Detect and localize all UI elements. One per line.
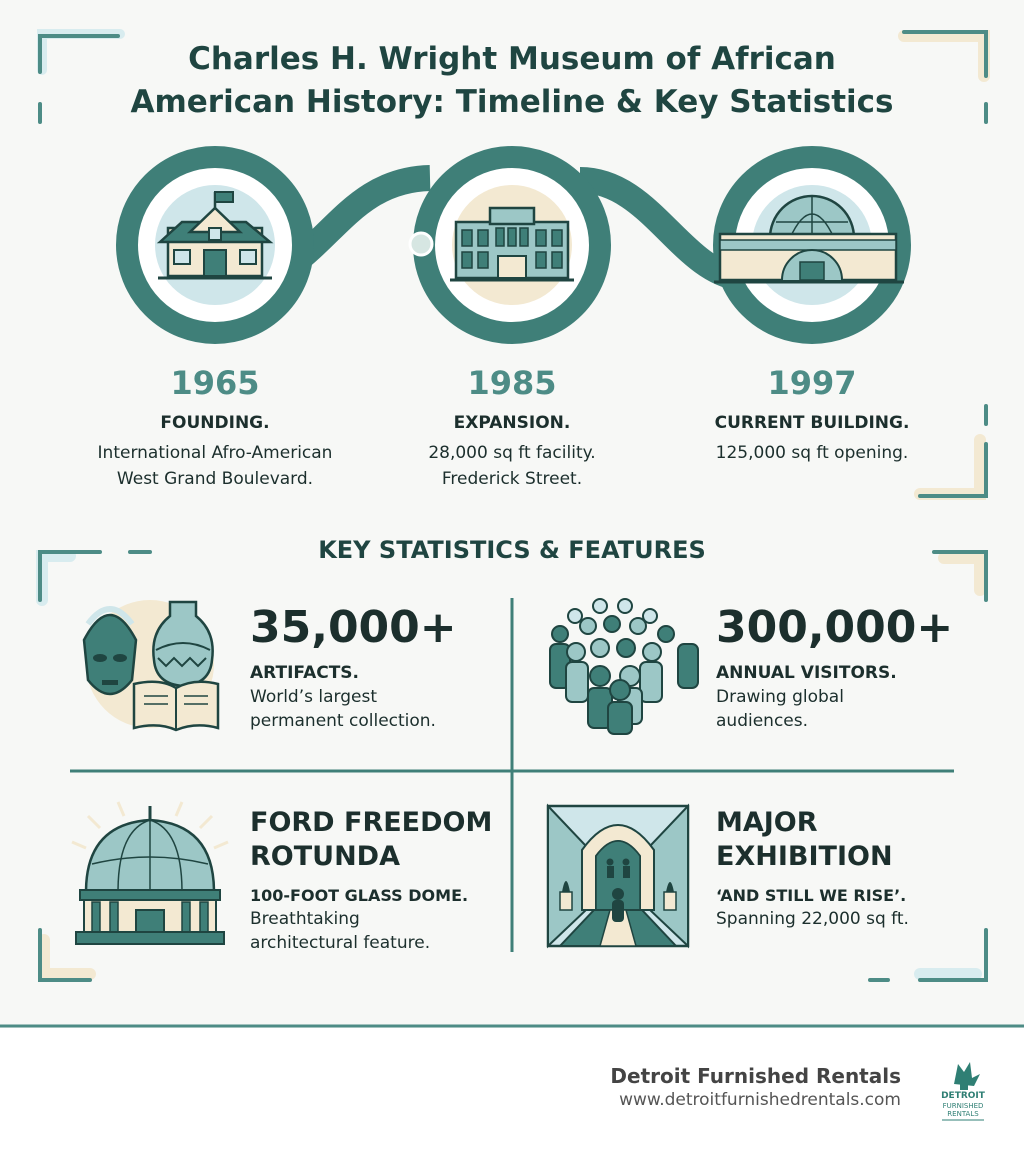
- timeline-text-1965-line-1: International Afro-American: [97, 443, 333, 463]
- timeline-text-1985-line-2: Frederick Street.: [441, 469, 583, 489]
- stat-artifacts: [250, 602, 500, 733]
- timeline-text-1985-line-1: 28,000 sq ft facility.: [428, 443, 596, 463]
- crowd-icon: [550, 599, 698, 734]
- schoolhouse-icon: [155, 185, 275, 305]
- glass-dome-icon: [72, 802, 228, 944]
- stat-artifacts-value: 35,000+: [250, 602, 457, 653]
- stat-exhibition-title-1: MAJOR: [716, 807, 818, 838]
- stat-artifacts-line-1: World’s largest: [250, 687, 377, 707]
- exhibition-gallery-icon: [548, 806, 688, 946]
- stat-visitors-line-1: Drawing global: [716, 687, 844, 707]
- logo-text-detroit: DETROIT: [941, 1091, 985, 1101]
- timeline-year-1965: 1965: [170, 364, 260, 402]
- timeline-text-1997: [652, 440, 972, 466]
- stat-artifacts-label: ARTIFACTS.: [250, 663, 359, 683]
- footer-company-name: Detroit Furnished Rentals: [610, 1064, 901, 1088]
- page-title-line-2: American History: Timeline & Key Statistics: [130, 84, 894, 120]
- timeline-text-1965-line-2: West Grand Boulevard.: [116, 469, 314, 489]
- stat-rotunda-title-1: FORD FREEDOM: [250, 807, 493, 838]
- stat-artifacts-line-2: permanent collection.: [250, 711, 436, 731]
- logo-text-rentals: RENTALS: [947, 1110, 979, 1118]
- timeline-text-1985: [352, 440, 672, 492]
- logo-text-furnished: FURNISHED: [942, 1102, 984, 1110]
- stat-exhibition-label: ‘AND STILL WE RISE’.: [716, 886, 907, 905]
- artifacts-icon: [84, 600, 218, 730]
- stat-rotunda-line-2: architectural feature.: [250, 933, 431, 953]
- stat-exhibition: [716, 806, 976, 931]
- timeline-ribbon: [0, 0, 1024, 360]
- stat-visitors: [716, 602, 986, 733]
- timeline-year-1985: 1985: [467, 364, 557, 402]
- timeline-label-1985: EXPANSION.: [453, 413, 571, 433]
- timeline-label-1997: CURRENT BUILDING.: [714, 413, 910, 433]
- timeline-text-1997-line-1: 125,000 sq ft opening.: [715, 443, 909, 463]
- stat-rotunda-label: 100-FOOT GLASS DOME.: [250, 886, 469, 905]
- stat-visitors-label: ANNUAL VISITORS.: [716, 663, 897, 683]
- stat-exhibition-line-1: Spanning 22,000 sq ft.: [716, 909, 909, 929]
- timeline-label-1965: FOUNDING.: [160, 413, 270, 433]
- stat-exhibition-title-2: EXHIBITION: [716, 841, 893, 872]
- footer-website-link[interactable]: www.detroitfurnishedrentals.com: [619, 1090, 901, 1110]
- stat-visitors-line-2: audiences.: [716, 711, 809, 731]
- page-title-line-1: Charles H. Wright Museum of African: [188, 41, 836, 77]
- stat-rotunda: [250, 806, 505, 955]
- stat-rotunda-title-2: ROTUNDA: [250, 841, 400, 872]
- section-title: KEY STATISTICS & FEATURES: [318, 536, 706, 564]
- stat-visitors-value: 300,000+: [716, 602, 954, 653]
- stat-rotunda-line-1: Breathtaking: [250, 909, 360, 929]
- timeline-year-1997: 1997: [767, 364, 857, 402]
- timeline-text-1965: [55, 440, 375, 492]
